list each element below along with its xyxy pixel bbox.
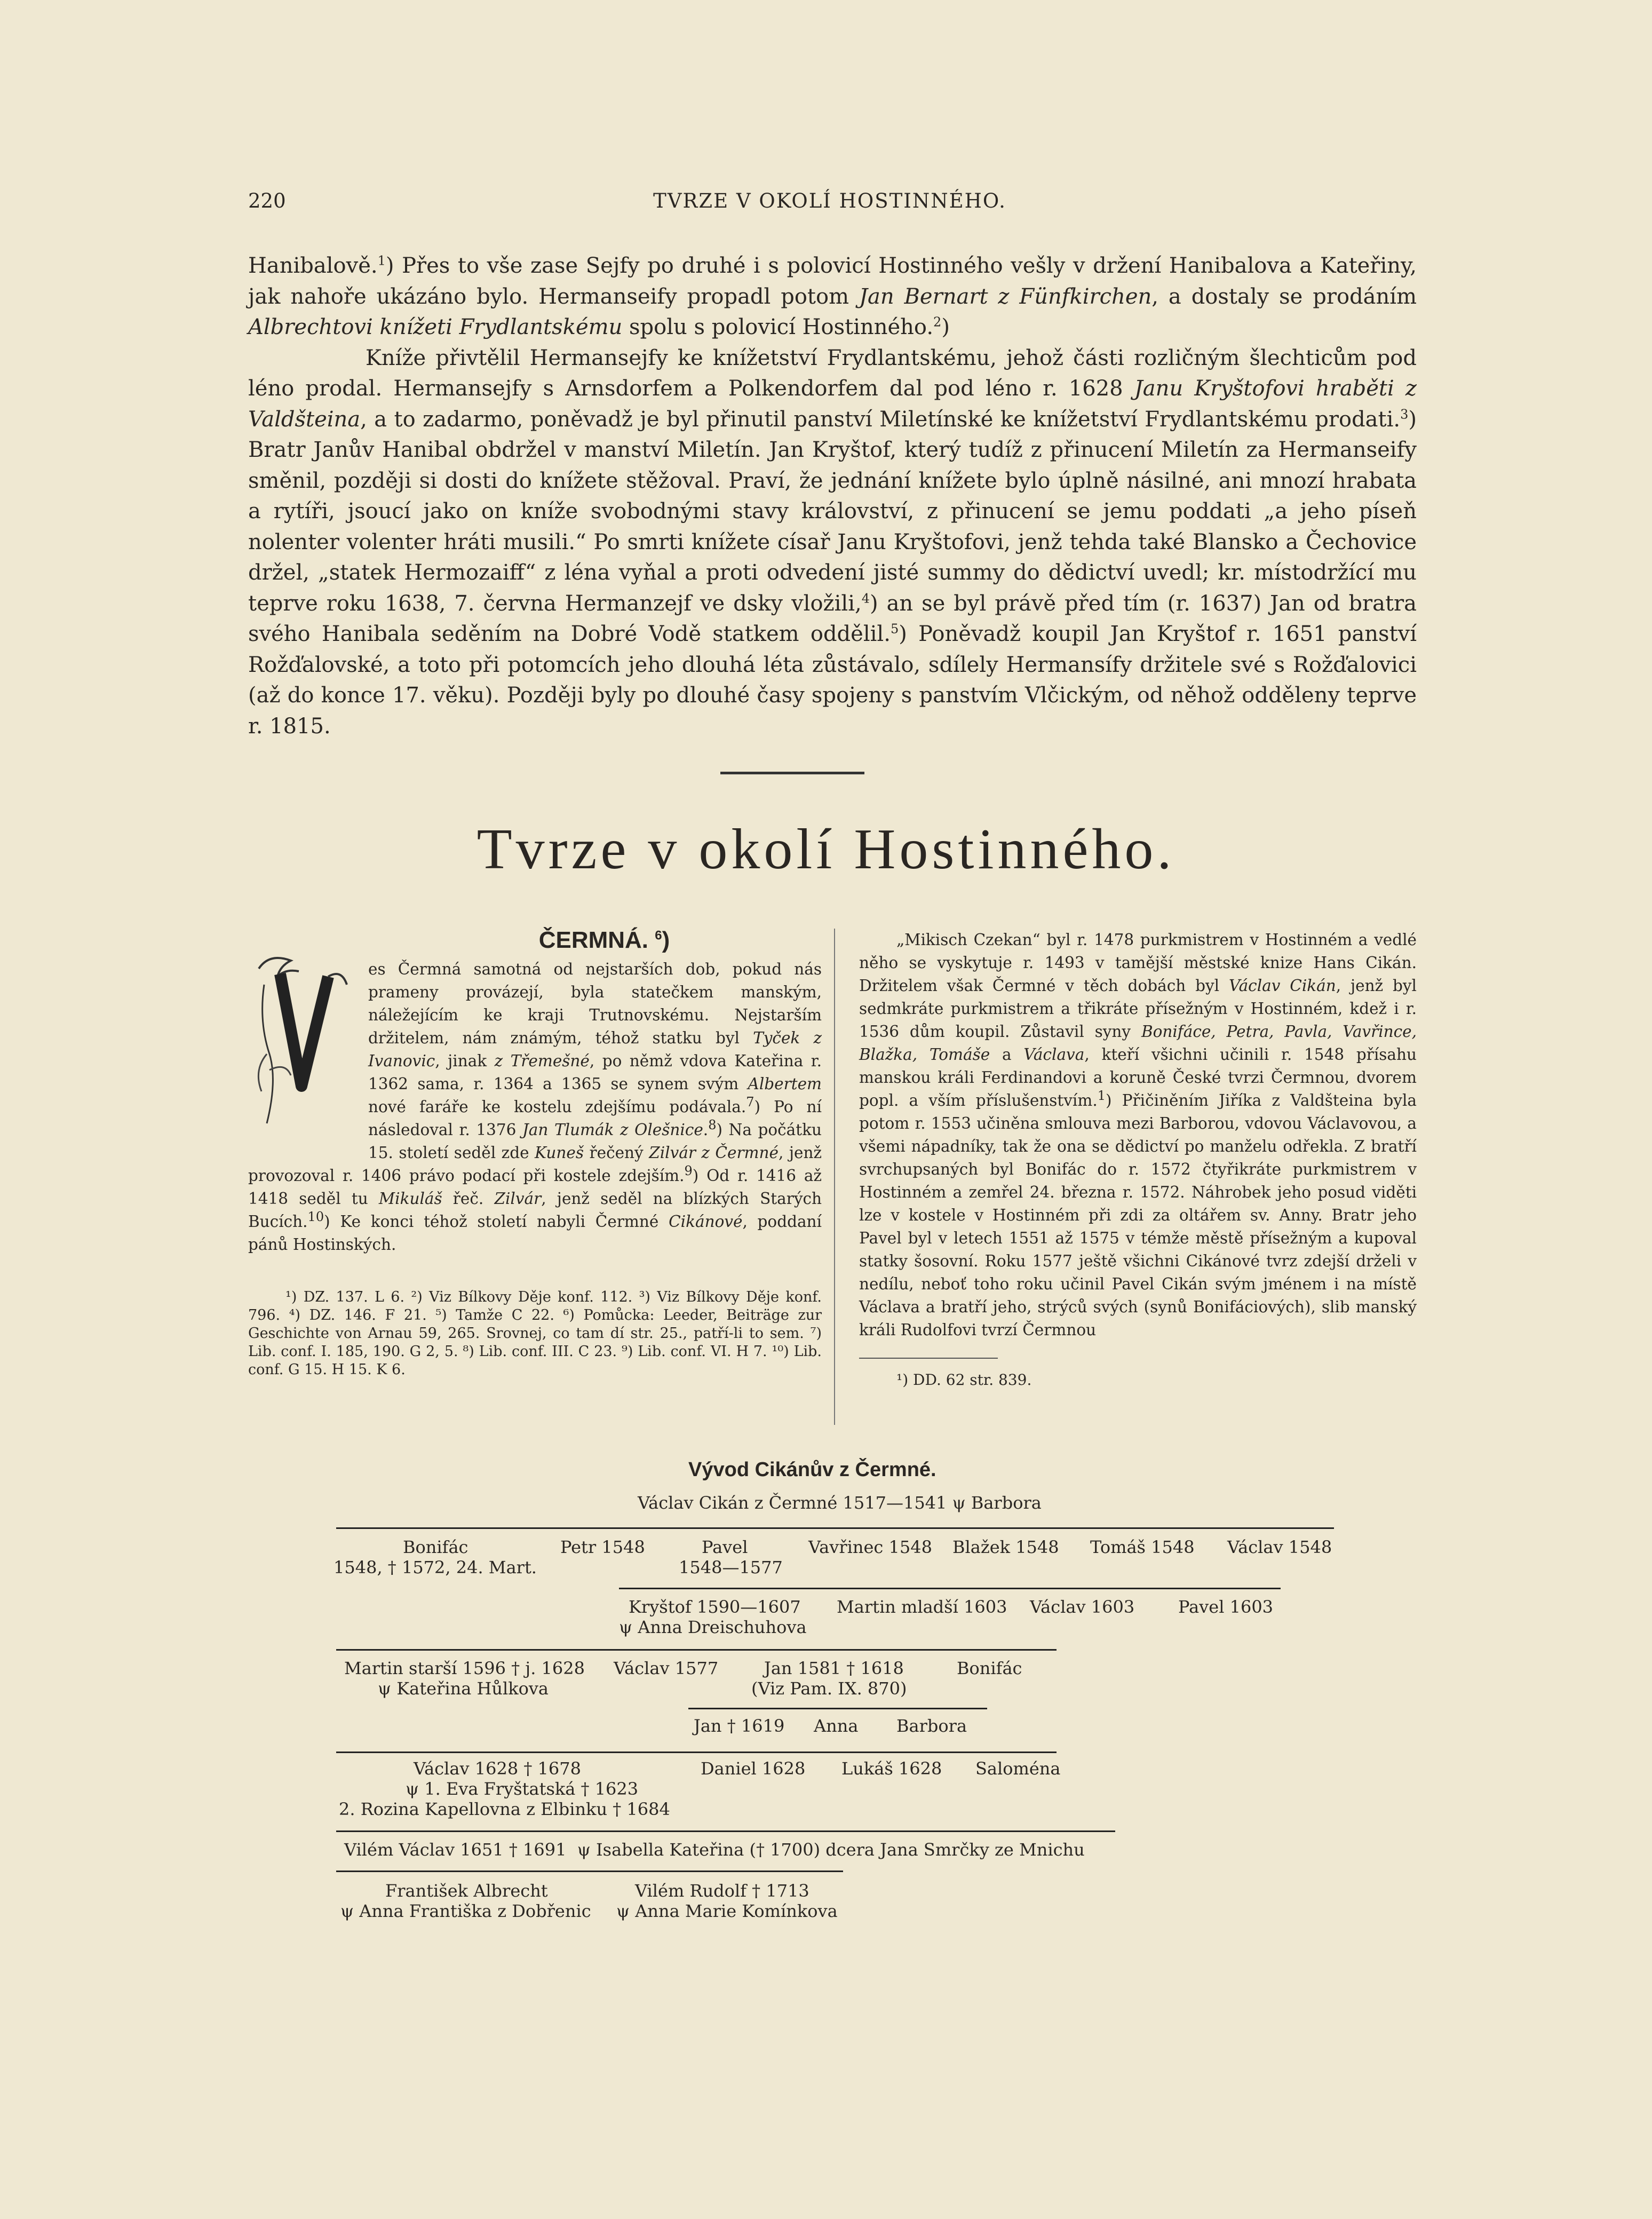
tree-node: Bonifác <box>957 1658 1022 1678</box>
footnotes: ¹) DZ. 137. L 6. ²) Viz Bílkovy Děje konf. 112. ³) Viz Bílkovy Děje konf. 796. ⁴) DZ. 146. F 21. ⁵) Tamže C 22. ⁶) Pomůcka: Leeder, Beiträge zur Geschichte von Arnau 59, 265. Srovnej, co tam dí str. 25., patří-li to sem. ⁷) Lib. conf. I. 185, 190. G 2, 5. ⁸) Lib. conf. III. C 23. ⁹) Lib. conf. VI. H 7. ¹⁰) Lib. conf. G 15. H 15. K 6. <box>248 1289 822 1378</box>
tree-node: (Viz Pam. IX. 870) <box>751 1678 907 1699</box>
page-number: 220 <box>248 189 286 212</box>
chapter-title: Tvrze v okolí Hostinného. <box>476 818 1176 881</box>
tree-node: Jan 1581 † 1618 <box>764 1658 904 1678</box>
tree-line <box>336 1649 1057 1651</box>
footnote-ref: 3 <box>1400 407 1409 422</box>
tree-node: Tomáš 1548 <box>1090 1537 1195 1557</box>
tree-node: Václav 1603 <box>1030 1597 1135 1617</box>
tree-node: Pavel 1603 <box>1178 1597 1274 1617</box>
tree-node: Václav 1628 † 1678 <box>414 1758 581 1779</box>
tree-node: Bonifác <box>403 1537 468 1557</box>
section-heading: ČERMNÁ. $^6$) <box>538 927 670 953</box>
tree-node: ψ Anna Františka z Dobřenic <box>340 1901 591 1921</box>
footnote-ref: 2 <box>933 314 942 330</box>
tree-node: Petr 1548 <box>560 1537 645 1557</box>
tree-node: ψ 1. Eva Fryštatská † 1623 <box>406 1779 639 1799</box>
footnote-ref: 4 <box>861 591 870 606</box>
tree-node: Lukáš 1628 <box>841 1758 942 1779</box>
tree-node: ψ Anna Dreischuhova <box>619 1617 807 1637</box>
tree-line <box>688 1708 987 1709</box>
tree-root: Václav Cikán z Čermné 1517—1541 ψ Barbora <box>638 1493 1042 1513</box>
tree-node: Vilém Václav 1651 † 1691 ψ Isabella Kateřina († 1700) dcera Jana Smrčky ze Mnichu <box>344 1840 1085 1860</box>
tree-node: Saloména <box>975 1758 1061 1779</box>
tree-title: Vývod Cikánův z Čermné. <box>688 1459 936 1481</box>
tree-node: 1548—1577 <box>679 1557 783 1578</box>
tree-line <box>336 1752 1057 1753</box>
tree-line <box>336 1527 1334 1529</box>
tree-node: 2. Rozina Kapellovna z Elbinku † 1684 <box>339 1799 670 1819</box>
footnote-ref: 5 <box>890 621 899 637</box>
tree-node: Kryštof 1590—1607 <box>629 1597 801 1617</box>
running-title: TVRZE V OKOLÍ HOSTINNÉHO. <box>653 189 1006 212</box>
tree-node: ψ Anna Marie Komínkova <box>616 1901 838 1921</box>
paragraph: Hanibalově.$^1$) Přes to vše zase Sejfy po druhé i s polovicí Hostinného vešly v držení Hanibalova a Kateřiny, jak nahoře ukázáno bylo. Hermanseify propadl potom Jan Bernart z Fünfkirchen, a dostaly se prodáním Albrechtovi knížeti Frydlantskému spolu s polovicí Hostinného.$^2$) <box>248 253 1417 339</box>
tree-node: 1548, † 1572, 24. Mart. <box>333 1557 537 1578</box>
section-body: es Čermná samotná od nejstarších dob, pokud nás prameny provázejí, byla statečkem manským, náležejícím ke kraji Trutnovskému. Nejstarším držitelem, nám známým, téhož statku byl Tyček z Ivanovic, jinak z Třemešné, po němž vdova Kateřina r. 1362 sama, r. 1364 a 1365 se synem svým Albertem nové faráře ke kostelu zdejšímu podávala.$^7$) Po ní následoval r. 1376 Jan Tlumák z Olešnice.$^8$) Na počátku 15. století seděl zde Kuneš řečený Zilvár z Čermné, jenž provozoval r. 1406 právo podací při kostele zdejším.$^9$) Od r. 1416 až 1418 seděl tu Mikuláš řeč. Zilvár, jenž seděl na blízkých Starých Bucích.$^{10}$) Ke konci téhož století nabyli Čermné Cikánové, poddaní pánů Hostinských. <box>248 960 822 1254</box>
footnote: ¹) DD. 62 str. 839. <box>896 1371 1032 1389</box>
tree-node: Martin mladší 1603 <box>837 1597 1007 1617</box>
tree-node: František Albrecht <box>385 1881 548 1901</box>
tree-node: Anna <box>814 1716 859 1736</box>
tree-node: Pavel <box>702 1537 748 1557</box>
tree-node: Barbora <box>896 1716 967 1736</box>
tree-node: Václav 1548 <box>1227 1537 1332 1557</box>
tree-node: Jan † 1619 <box>694 1716 785 1736</box>
tree-node: Vilém Rudolf † 1713 <box>635 1881 809 1901</box>
tree-node: Blažek 1548 <box>952 1537 1059 1557</box>
tree-line <box>619 1588 1281 1589</box>
paragraph: „Mikisch Czekan“ byl r. 1478 purkmistrem v Hostinném a vedlé něho se vyskytuje r. 1493 v tamější městské knize Hans Cikán. Držitelem však Čermné v těch dobách byl Václav Cikán, jenž byl sedmkráte purkmistrem a třikráte přísežným v Hostinném, kdež i r. 1536 dům koupil. Zůstavil syny Bonifáce, Petra, Pavla, Vavřince, Blažka, Tomáše a Václava, kteří všichni učinili r. 1548 přísahu manskou králi Ferdinandovi a koruně České tvrzi Čermnou, dvorem popl. a vším příslušenstvím.$^1$) Přičiněním Jiříka z Valdšteina byla potom r. 1553 učiněna smlouva mezi Barborou, vdovou Václavovou, a všemi nápadníky, tak že ona se dědictví po manželu odřekla. Z bratří svrchupsaných byl Bonifác do r. 1572 čtyřikráte purkmistrem v Hostinném a zemřel 24. března r. 1572. Náhrobek jeho posud viděti lze v kostele v Hostinném při zdi za oltářem sv. Anny. Bratr jeho Pavel byl v letech 1551 až 1575 v témže městě přísežným a kupoval statky šosovní. Roku 1577 ještě všichni Cikánové tvrz zdejší drželi v nedílu, neboť toho roku učinil Pavel Cikán svým jménem i na místě Václava a bratří jeho, strýců svých (synů Bonifáciových), slib manský králi Rudolfovi tvrzí Čermnou <box>859 931 1417 1339</box>
tree-line <box>336 1871 843 1872</box>
tree-node: ψ Kateřina Hůlkova <box>378 1678 549 1699</box>
paragraph: Kníže přivtělil Hermansejfy ke knížetství Frydlantskému, jehož části rozličným šlechticům pod léno prodal. Hermansejfy s Arnsdorfem a Polkendorfem dal pod léno r. 1628 Janu Kryštofovi hraběti z Valdšteina, a to zadarmo, poněvadž je byl přinutil panství Miletínské ke knížetství Frydlantskému prodati.$^3$) Bratr Janův Hanibal obdržel v manství Miletín. Jan Kryštof, který tudíž z přinucení Miletín za Hermanseify směnil, později si dosti do knížete stěžoval. Praví, že jednání knížete bylo úplně násilné, ani mnozí hrabata a rytíři, jsoucí jako on kníže svobodnými stavy království, z přinucení se jemu poddati „a jeho píseň nolenter volenter hráti musili.“ Po smrti knížete císař Janu Kryštofovi, jenž tehda také Blansko a Čechovice držel, „statek Hermozaiff“ z léna vyňal a proti odvedení jisté summy do dědictví uvedl; kr. místodržící mu teprve roku 1638, 7. června Hermanzejf ve dsky vložili,$^4$) an se byl právě před tím (r. 1637) Jan od bratra svého Hanibala seděním na Dobré Vodě statkem oddělil.$^5$) Poněvadž koupil Jan Kryštof r. 1651 panství Rožďalovské, a toto při potomcích jeho dlouhá léta zůstávalo, sdílely Hermansífy držitele své s Rožďalovici (až do konce 17. věku). Později byly po dlouhé časy spojeny s panstvím Vlčickým, od něhož odděleny teprve r. 1815. <box>248 345 1417 739</box>
tree-line <box>336 1830 1115 1832</box>
tree-node: Daniel 1628 <box>701 1758 806 1779</box>
tree-node: Václav 1577 <box>614 1658 719 1678</box>
tree-node: Martin starší 1596 † j. 1628 <box>344 1658 585 1678</box>
tree-node: Vavřinec 1548 <box>808 1537 932 1557</box>
footnote-ref: 1 <box>377 253 386 268</box>
